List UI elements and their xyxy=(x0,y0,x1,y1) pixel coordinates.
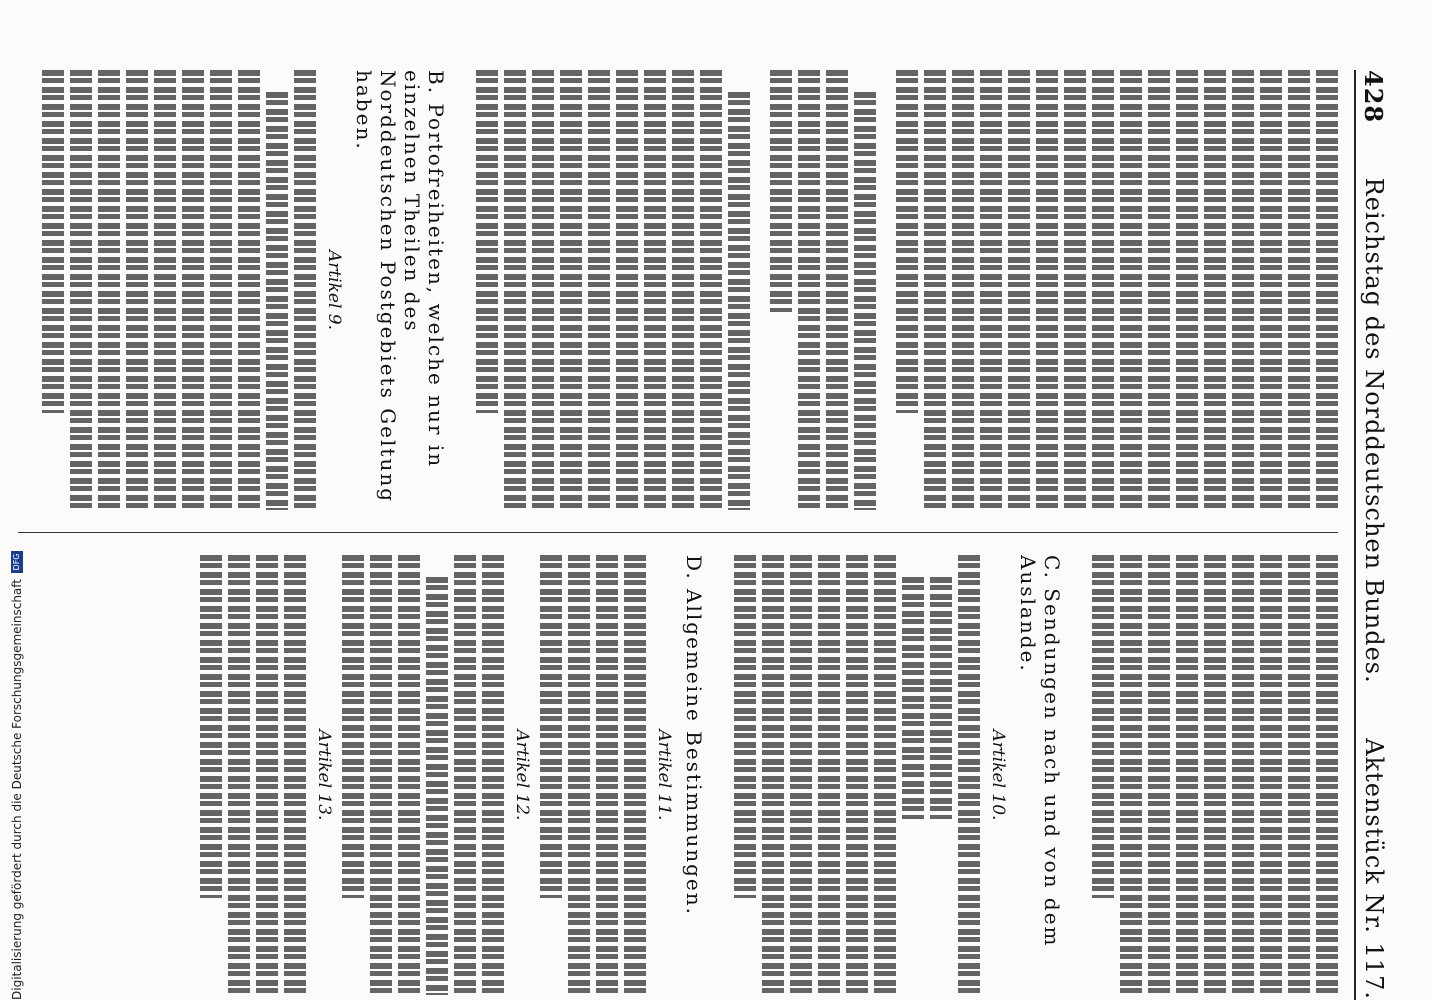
text-line xyxy=(1288,70,1310,510)
text-line xyxy=(398,555,420,995)
digitization-attribution xyxy=(8,10,26,1000)
text-line xyxy=(1260,70,1282,510)
text-line xyxy=(700,70,722,510)
text-line xyxy=(342,555,364,898)
text-line xyxy=(1232,70,1254,510)
text-line xyxy=(210,70,232,510)
text-line xyxy=(798,70,820,510)
text-line xyxy=(874,555,896,995)
running-title: Reichstag des Norddeutschen Bundes. xyxy=(1360,177,1388,684)
text-line xyxy=(1064,70,1086,510)
text-line xyxy=(1176,555,1198,995)
text-line xyxy=(958,555,980,995)
text-line xyxy=(616,70,638,510)
text-line xyxy=(826,70,848,510)
text-line xyxy=(902,577,924,819)
article-9-heading: Artikel 9. xyxy=(324,249,344,331)
text-line xyxy=(770,70,792,312)
text-line xyxy=(734,555,756,898)
attribution-text: Digitalisierung gefördert durch die Deutsche Forschungsgemeinschaft xyxy=(10,578,24,1000)
page-header xyxy=(1354,70,1392,1000)
text-line xyxy=(370,555,392,995)
text-line xyxy=(70,70,92,510)
text-line xyxy=(284,555,306,995)
text-line xyxy=(930,577,952,819)
text-line xyxy=(818,555,840,995)
text-line xyxy=(256,555,278,995)
text-line xyxy=(980,70,1002,510)
text-line xyxy=(596,555,618,995)
text-line xyxy=(238,70,260,510)
text-line xyxy=(1204,555,1226,995)
text-line xyxy=(42,70,64,413)
text-line xyxy=(98,70,120,510)
section-b-heading: B. Portofreiheiten, welche nur in einzelnen Theilen des Norddeutschen Postgebiets Geltung haben. xyxy=(352,70,448,504)
text-line xyxy=(1120,70,1142,510)
text-line xyxy=(126,70,148,510)
issue-number: Aktenstück Nr. 117. xyxy=(1360,738,1388,1000)
text-line xyxy=(1148,70,1170,510)
section-c-heading: C. Sendungen nach und von dem Auslande. xyxy=(1016,555,1064,948)
column-divider xyxy=(18,532,1338,533)
text-line xyxy=(790,555,812,995)
text-line xyxy=(482,555,504,995)
text-line xyxy=(182,70,204,510)
text-line xyxy=(1036,70,1058,510)
text-line xyxy=(846,555,868,995)
text-line xyxy=(644,70,666,510)
text-line xyxy=(1316,555,1338,995)
text-line xyxy=(1260,555,1282,995)
text-line xyxy=(540,555,562,898)
text-line xyxy=(1008,70,1030,510)
left-column xyxy=(18,70,1338,510)
text-line xyxy=(728,92,750,510)
text-line xyxy=(1120,555,1142,995)
text-line xyxy=(1148,555,1170,995)
page-number: 428 xyxy=(1359,70,1389,124)
right-column xyxy=(18,555,1338,995)
text-line xyxy=(672,70,694,510)
text-line xyxy=(426,577,448,995)
text-line xyxy=(504,70,526,510)
section-d-heading: D. Allgemeine Bestimmungen. xyxy=(682,555,706,916)
text-line xyxy=(568,555,590,995)
article-13-heading: Artikel 13. xyxy=(314,729,334,821)
text-line xyxy=(1204,70,1226,510)
text-line xyxy=(1316,70,1338,510)
text-line xyxy=(294,70,316,510)
text-line xyxy=(228,555,250,995)
text-line xyxy=(266,92,288,510)
article-11-heading: Artikel 11. xyxy=(654,729,674,821)
dfg-logo-icon: DFG xyxy=(11,551,23,573)
text-line xyxy=(1232,555,1254,995)
article-12-heading: Artikel 12. xyxy=(512,729,532,821)
text-line xyxy=(1092,70,1114,510)
text-line xyxy=(624,555,646,995)
text-line xyxy=(588,70,610,510)
text-line xyxy=(476,70,498,413)
text-line xyxy=(200,555,222,898)
text-line xyxy=(1176,70,1198,510)
text-line xyxy=(1288,555,1310,995)
text-line xyxy=(1092,555,1114,898)
text-line xyxy=(454,555,476,995)
article-10-heading: Artikel 10. xyxy=(988,729,1008,821)
rotated-page xyxy=(0,40,1400,1000)
text-line xyxy=(560,70,582,510)
text-line xyxy=(952,70,974,510)
text-line xyxy=(854,92,876,510)
text-line xyxy=(154,70,176,510)
text-line xyxy=(924,70,946,510)
text-line xyxy=(532,70,554,510)
text-line xyxy=(896,70,918,413)
text-line xyxy=(762,555,784,995)
